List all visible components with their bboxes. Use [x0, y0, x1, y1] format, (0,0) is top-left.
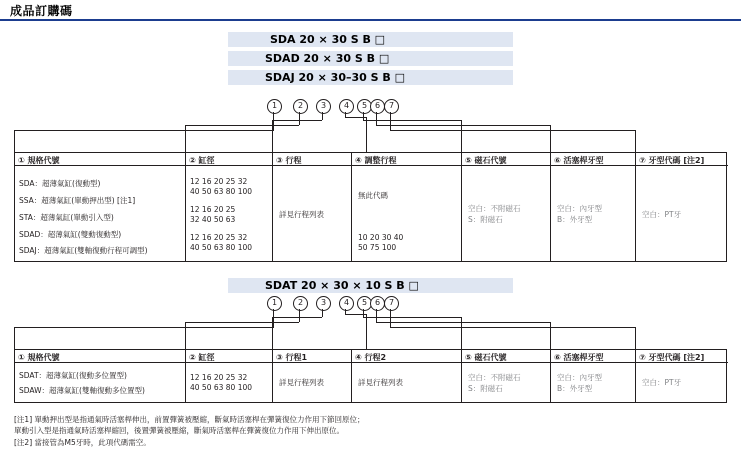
- table2-c5-line1: 空白：不附磁石: [468, 373, 521, 382]
- table1-c4-line2: 10 20 30 40: [358, 233, 404, 242]
- note-line-2: 單動引入型是指通氣時活塞桿縮回，後置彈簧被壓縮，斷氣時活塞桿在彈簧復位力作用下伸出原位。: [14, 426, 344, 435]
- table2-col-3-header: ③ 行程1: [273, 350, 351, 363]
- leader2-v-7a: [390, 309, 391, 327]
- leader2-v-3a: [322, 309, 323, 317]
- table1-c5-line2: S：附磁石: [468, 215, 503, 224]
- marker2-2: 2: [293, 296, 308, 311]
- table2-c6-line2: B：外牙型: [557, 384, 593, 393]
- table2-c7-line1: 空白：PT牙: [642, 378, 682, 387]
- leader-h-2: [185, 125, 299, 126]
- leader2-h-3: [272, 317, 322, 318]
- table1-c3-line1: 詳見行程列表: [279, 210, 324, 219]
- order-code-text-4: SDAT 20 × 30 × 10 S B □: [265, 279, 419, 292]
- table1-c5-line1: 空白：不附磁石: [468, 204, 521, 213]
- leader-v-1a: [273, 112, 274, 130]
- leader-v-5a: [363, 112, 364, 120]
- marker-5: 5: [357, 99, 372, 114]
- marker2-6: 6: [370, 296, 385, 311]
- table1-col-6: [551, 153, 636, 261]
- table1-col-2: [186, 153, 273, 261]
- leader-v-3b: [272, 120, 273, 152]
- title-divider: [0, 19, 741, 21]
- table1-c2-line5: 12 16 20 25 32: [190, 233, 248, 242]
- table1-c1-line4: SDAD：超薄氣缸(雙動復動型): [19, 230, 122, 239]
- table2-c1-line2: SDAW：超薄氣缸(雙軸復動多位置型): [19, 386, 145, 395]
- table2-col-2-header: ② 缸徑: [186, 350, 272, 363]
- leader-h-3: [272, 120, 322, 121]
- marker2-7: 7: [384, 296, 399, 311]
- marker-4: 4: [339, 99, 354, 114]
- table1-col-3-header: ③ 行程: [273, 153, 351, 166]
- order-code-row-3: [265, 70, 405, 85]
- leader-h-5: [363, 120, 461, 121]
- table1-col-5: [462, 153, 551, 261]
- spec-table-1: [14, 152, 727, 262]
- leader2-v-6a: [376, 309, 377, 322]
- leader2-h-6: [376, 322, 550, 323]
- table1-c2-line3: 12 16 20 25: [190, 205, 236, 214]
- leader2-h-5: [363, 317, 461, 318]
- table1-col-4-header: ④ 調整行程: [352, 153, 461, 166]
- leader-v-4b: [366, 117, 367, 152]
- note-line-1: [注1] 單動押出型是指通氣時活塞桿伸出，前置彈簧被壓縮，斷氣時活塞桿在彈簧復位力作用下節回原位；: [14, 415, 365, 424]
- table1-c1-line2: SSA：超薄氣缸(單動押出型) [注1]: [19, 196, 136, 205]
- leader2-v-4b: [366, 314, 367, 349]
- marker2-1: 1: [267, 296, 282, 311]
- table1-c2-line1: 12 16 20 25 32: [190, 177, 248, 186]
- table1-c1-line5: SDAJ：超薄氣缸(雙軸復動行程可調型): [19, 246, 148, 255]
- order-code-text-2: SDAD 20 × 30 S B □: [265, 52, 390, 65]
- spec-table-2: [14, 349, 727, 403]
- table2-col-6-header: ⑥ 活塞桿牙型: [551, 350, 635, 363]
- table1-c4-line1: 無此代碼: [358, 191, 388, 200]
- table2-col-1: [15, 350, 186, 402]
- table2-col-1-header: ① 規格代號: [15, 350, 185, 363]
- note-line-3: [注2] 當接管為M5牙時，此項代碼需空。: [14, 438, 151, 447]
- order-code-text-3: SDAJ 20 × 30–30 S B □: [265, 71, 405, 84]
- leader-v-2b: [185, 125, 186, 152]
- leader-v-2a: [299, 112, 300, 125]
- marker-7: 7: [384, 99, 399, 114]
- leader2-h-2: [185, 322, 299, 323]
- table2-col-5-header: ⑤ 磁石代號: [462, 350, 550, 363]
- leader-v-6a: [376, 112, 377, 125]
- table1-col-5-header: ⑤ 磁石代號: [462, 153, 550, 166]
- marker-2: 2: [293, 99, 308, 114]
- table1-c6-line1: 空白：內牙型: [557, 204, 602, 213]
- table1-col-3: [273, 153, 352, 261]
- table1-c2-line2: 40 50 63 80 100: [190, 187, 253, 196]
- order-code-row-1: [270, 32, 385, 47]
- leader-h-1: [14, 130, 274, 131]
- table1-col-1: [15, 153, 186, 261]
- table1-col-1-header: ① 規格代號: [15, 153, 185, 166]
- table1-col-4: [352, 153, 462, 261]
- table2-col-6: [551, 350, 636, 402]
- order-code-row-2: [265, 51, 389, 66]
- table2-c3-line1: 詳見行程列表: [279, 378, 324, 387]
- page-title: 成品訂購碼: [10, 4, 73, 18]
- table1-c4-line3: 50 75 100: [358, 243, 397, 252]
- table2-col-5: [462, 350, 551, 402]
- leader2-h-1: [14, 327, 274, 328]
- leader2-v-5a: [363, 309, 364, 317]
- leader2-v-1a: [273, 309, 274, 327]
- table2-c5-line2: S：附磁石: [468, 384, 503, 393]
- marker2-4: 4: [339, 296, 354, 311]
- table2-col-2: [186, 350, 273, 402]
- table2-col-4-header: ④ 行程2: [352, 350, 461, 363]
- table1-col-6-header: ⑥ 活塞桿牙型: [551, 153, 635, 166]
- table2-col-3: [273, 350, 352, 402]
- leader2-v-2a: [299, 309, 300, 322]
- leader-v-3a: [322, 112, 323, 120]
- table2-c1-line1: SDAT：超薄氣缸(復動多位置型): [19, 371, 127, 380]
- marker-6: 6: [370, 99, 385, 114]
- leader2-h-7: [390, 327, 635, 328]
- table1-col-7: [636, 153, 728, 261]
- table2-c6-line1: 空白：內牙型: [557, 373, 602, 382]
- table2-col-7: [636, 350, 728, 402]
- table2-c2-line2: 40 50 63 80 100: [190, 383, 253, 392]
- table2-col-4: [352, 350, 462, 402]
- table1-c1-line3: STA：超薄氣缸(單動引入型): [19, 213, 114, 222]
- marker-3: 3: [316, 99, 331, 114]
- table1-col-7-header: ⑦ 牙型代碼 [注2]: [636, 153, 728, 166]
- leader-v-7b: [635, 130, 636, 152]
- table2-col-7-header: ⑦ 牙型代碼 [注2]: [636, 350, 728, 363]
- table1-c1-line1: SDA：超薄氣缸(復動型): [19, 179, 101, 188]
- order-code-row-4: [265, 278, 419, 293]
- table2-c2-line1: 12 16 20 25 32: [190, 373, 248, 382]
- table1-col-2-header: ② 缸徑: [186, 153, 272, 166]
- leader-h-7: [390, 130, 635, 131]
- table1-c2-line6: 40 50 63 80 100: [190, 243, 253, 252]
- leader2-v-2b: [185, 322, 186, 349]
- order-code-text-1: SDA 20 × 30 S B □: [270, 33, 386, 46]
- leader2-v-3b: [272, 317, 273, 349]
- marker-1: 1: [267, 99, 282, 114]
- table1-c7-line1: 空白：PT牙: [642, 210, 682, 219]
- table2-c4-line1: 詳見行程列表: [358, 378, 403, 387]
- leader-h-6: [376, 125, 550, 126]
- leader2-v-1b: [14, 327, 15, 349]
- table1-c6-line2: B：外牙型: [557, 215, 593, 224]
- leader-v-1b: [14, 130, 15, 152]
- table1-c2-line4: 32 40 50 63: [190, 215, 236, 224]
- marker2-3: 3: [316, 296, 331, 311]
- leader-v-7a: [390, 112, 391, 130]
- leader2-v-7b: [635, 327, 636, 349]
- marker2-5: 5: [357, 296, 372, 311]
- page-header: [0, 0, 741, 22]
